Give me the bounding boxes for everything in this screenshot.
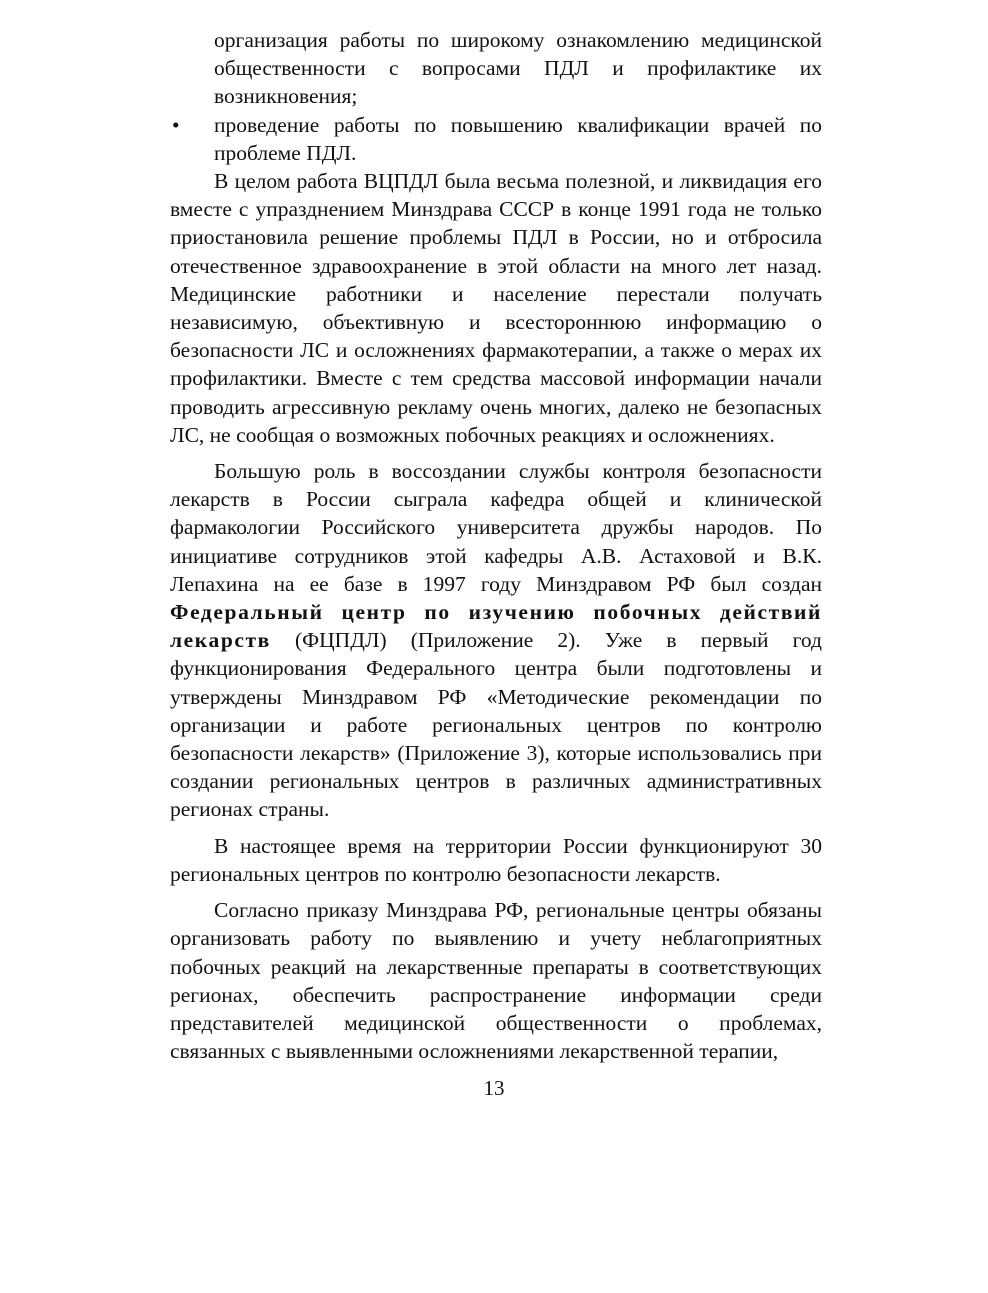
- list-item-text: проведение работы по повышению квалификации врачей по проблеме ПДЛ.: [214, 112, 822, 165]
- federal-center-name: Федеральный центр по изучению побочных действий лекарств: [170, 600, 822, 653]
- paragraph-regional-count: В настоящее время на территории России функционируют 30 региональных центров по контролю безопасности лекарств.: [170, 833, 822, 886]
- paragraph-regional-duties: Согласно приказу Минздрава РФ, региональные центры обязаны организовать работу по выявлению и учету неблагоприятных побочных реакций на лекарственные препараты в соответствующих регионах, обеспечить распространение информации среди представителей медицинской общественности о проблемах, связанных с выявленными осложнениями лекарственной терапии,: [170, 898, 822, 1064]
- list-item: [170, 111, 822, 167]
- page-number: 13: [483, 1076, 505, 1100]
- list-item-continued: организация работы по широкому ознакомлению медицинской общественности с вопросами ПДЛ и профилактике их возникновения;: [214, 28, 822, 109]
- page-body: [170, 26, 822, 1065]
- paragraph-fcpdl-text-1: Большую роль в воссоздании службы контроля безопасности лекарств в России сыграла кафедра общей и клинической фармакологии Российского университета дружбы народов. По инициативе сотрудников этой кафедры А.В. Астаховой и В.К. Лепахина на ее базе в 1997 году Минздравом РФ был создан: [170, 459, 822, 596]
- bullet-icon: •: [172, 112, 180, 137]
- paragraph-fcpdl: [170, 457, 822, 824]
- paragraph-vcpdl: В целом работа ВЦПДЛ была весьма полезной, и ликвидация его вместе с упразднением Минздрава СССР в конце 1991 года не только приостановила решение проблемы ПДЛ в России, но и отбросила отечественное здравоохранение в этой области на много лет назад. Медицинские работники и население перестали получать независимую, объективную и всестороннюю информацию о безопасности ЛС и осложнениях фармакотерапии, а также о мерах их профилактики. Вместе с тем средства массовой информации начали проводить агрессивную рекламу очень многих, далеко не безопасных ЛС, не сообщая о возможных побочных реакциях и осложнениях.: [170, 169, 822, 447]
- paragraph-fcpdl-text-2: (ФЦПДЛ) (Приложение 2). Уже в первый год функционирования Федерального центра были подготовлены и утверждены Минздравом РФ «Методические рекомендации по организации и работе региональных центров по контролю безопасности лекарств» (Приложение 3), которые использовались при создании региональных центров в различных административных регионах страны.: [170, 628, 822, 822]
